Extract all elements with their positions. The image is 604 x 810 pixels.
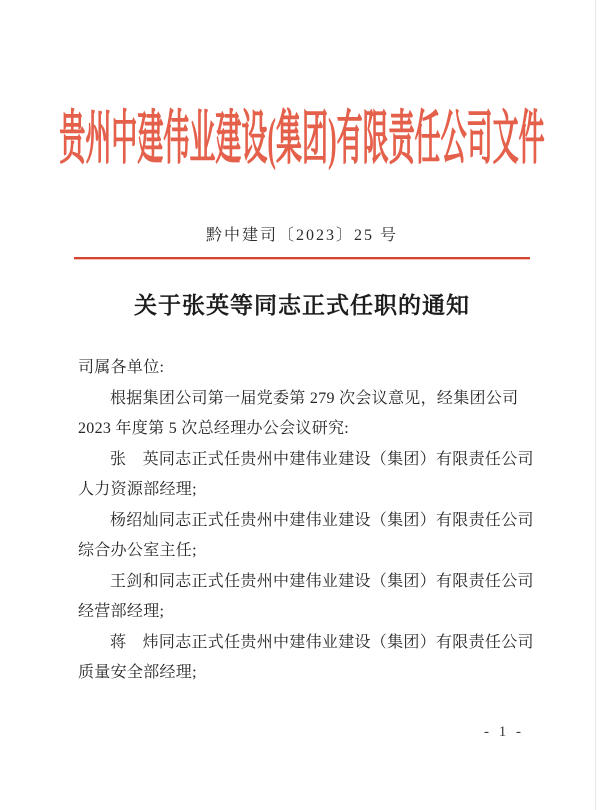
red-divider-rule — [74, 257, 530, 259]
paragraph-line: 根据集团公司第一届党委第 279 次会议意见，经集团公司 — [110, 389, 519, 407]
paragraph-line: 杨绍灿同志正式任贵州中建伟业建设（集团）有限责任公司 — [110, 511, 534, 529]
notice-title: 关于张英等同志正式任职的通知 — [134, 293, 470, 318]
letterhead-title: 贵州中建伟业建设(集团)有限责任公司文件 — [59, 105, 545, 172]
document-number: 黔中建司〔2023〕25 号 — [205, 227, 398, 244]
paragraph-line: 王剑和同志正式任贵州中建伟业建设（集团）有限责任公司 — [110, 572, 534, 590]
scan-page-edge — [595, 0, 596, 810]
letterhead — [0, 94, 604, 174]
paragraph-line: 综合办公室主任; — [78, 542, 197, 559]
paragraph-line: 2023 年度第 5 次总经理办公会议研究: — [78, 420, 350, 437]
paragraph-line: 张 英同志正式任贵州中建伟业建设（集团）有限责任公司 — [110, 450, 534, 468]
paragraph-line: 人力资源部经理; — [78, 481, 197, 498]
paragraph-line: 蒋 炜同志正式任贵州中建伟业建设（集团）有限责任公司 — [110, 633, 534, 651]
salutation-line: 司属各单位: — [78, 359, 165, 376]
paragraph-line: 质量安全部经理; — [78, 664, 197, 681]
page-number: - 1 - — [484, 724, 524, 740]
paragraph-line: 经营部经理; — [78, 603, 165, 620]
notice-body — [78, 353, 532, 689]
